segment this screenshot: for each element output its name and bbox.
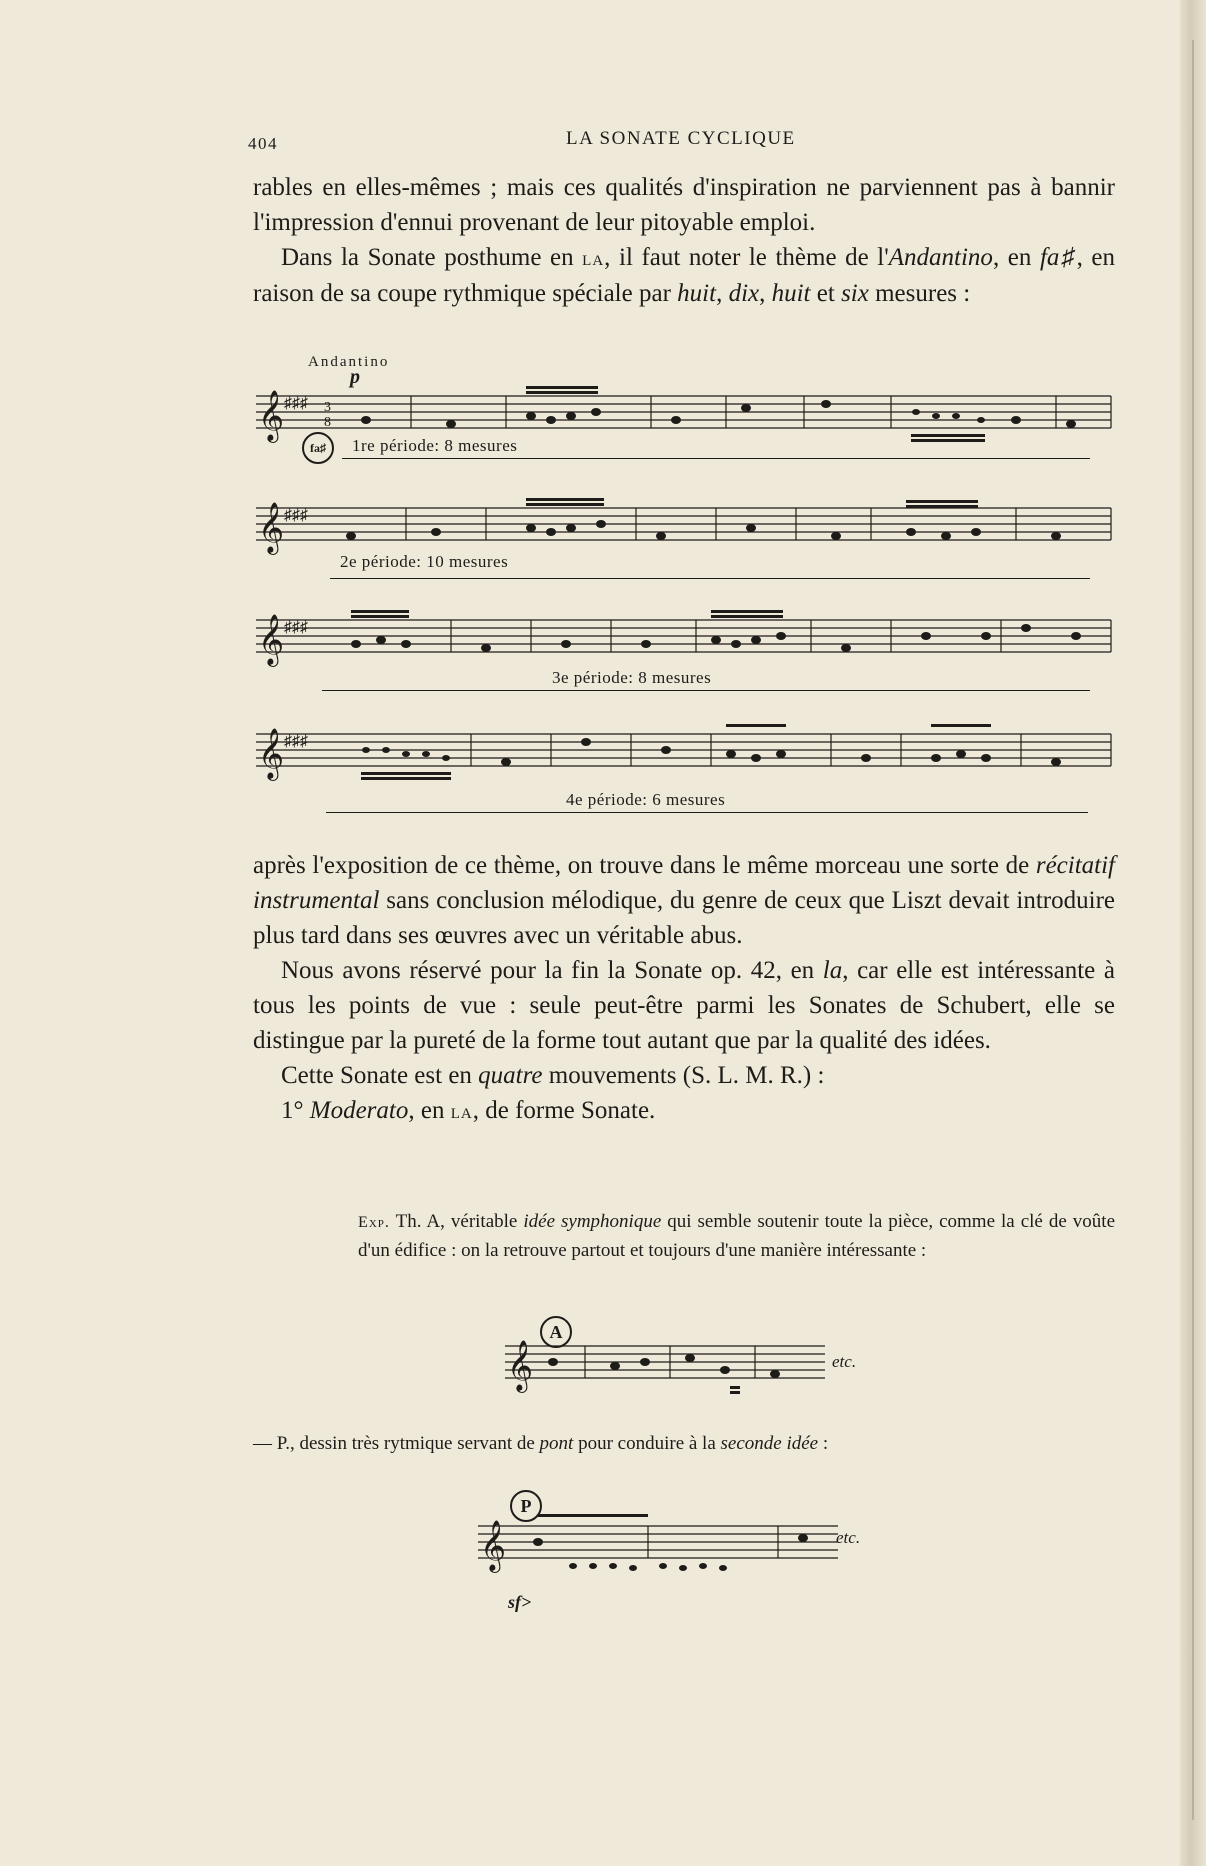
text-run: qui semble soutenir toute la pièce, comme la clé de voûte d'un édifice : on la retrouve partout et toujours d'une manière intéressante : (358, 1211, 1115, 1261)
exposition-label: Exp. (358, 1214, 390, 1231)
pont-circle: P (510, 1490, 542, 1522)
key-name: fa♯ (1039, 244, 1077, 271)
period-bracket-2 (330, 578, 1090, 579)
op42-paragraph (253, 953, 1115, 1058)
text-run: sans conclusion mélodique, du genre de ceux que Liszt devait introduire plus tard dans ses œuvres avec un véritable abus. (253, 887, 1115, 949)
tempo-marking: Andantino (308, 354, 390, 370)
svg-text:𝄞: 𝄞 (507, 1341, 534, 1390)
page-number: 404 (248, 134, 278, 153)
emphasis: huit (677, 280, 717, 307)
staff-graphic (505, 1334, 845, 1398)
svg-text:𝄞: 𝄞 (258, 729, 285, 778)
pont-paragraph (253, 1430, 1115, 1458)
svg-text:♯♯♯: ♯♯♯ (284, 619, 308, 636)
text-run: , en raison de sa coupe rythmique spéciale par (253, 244, 1115, 307)
theme-a-circle: A (540, 1316, 572, 1348)
tempo-name: Andantino (888, 244, 993, 271)
staff-graphic (256, 724, 1116, 784)
svg-text:3: 3 (324, 400, 331, 415)
dynamic-marking: sf> (508, 1592, 532, 1612)
period-label-1: 1re période: 8 mesures (352, 436, 518, 455)
svg-text:𝄞: 𝄞 (480, 1521, 507, 1570)
period-label-2: 2e période: 10 mesures (340, 552, 509, 571)
recitatif-paragraph (253, 848, 1115, 953)
moderato-paragraph (253, 1093, 1115, 1129)
key-circle: fa♯ (302, 432, 334, 464)
key-name: la (450, 1099, 473, 1123)
intro-paragraph (253, 170, 1115, 311)
text-run: , (759, 280, 772, 307)
staff-graphic (256, 610, 1116, 670)
key-name: la (582, 246, 605, 270)
text-run: , en (408, 1097, 451, 1124)
text-run: : (818, 1433, 829, 1454)
svg-text:♯♯♯: ♯♯♯ (284, 507, 308, 524)
svg-text:♯♯♯: ♯♯♯ (284, 395, 308, 412)
emphasis: pont (539, 1433, 574, 1454)
emphasis: huit (771, 280, 811, 307)
period-label-3: 3e période: 8 mesures (552, 668, 712, 687)
music-staff-4 (256, 724, 1116, 784)
dynamic-marking: p (350, 366, 360, 388)
text-run: mesures : (868, 280, 971, 307)
text-run: après l'exposition de ce thème, on trouve dans le même morceau une sorte de (253, 852, 1036, 879)
intro-text: rables en elles-mêmes ; mais ces qualités d'inspiration ne parviennent pas à bannir l'impression d'ennui provenant de leur pitoyable emploi. (253, 174, 1115, 236)
key-name: la (822, 957, 843, 984)
text-run: 1° (281, 1097, 310, 1124)
music-staff-p (478, 1510, 861, 1590)
movements-paragraph (253, 1058, 1115, 1093)
emphasis: quatre (478, 1062, 543, 1089)
page-edge-line (1192, 40, 1194, 1820)
text-run: Dans la Sonate posthume en (281, 244, 583, 271)
tempo-name: Moderato (309, 1097, 409, 1124)
music-staff-2 (256, 498, 1116, 558)
period-bracket-1 (342, 458, 1090, 459)
text-run: — P., dessin très rytmique servant de (253, 1433, 540, 1454)
music-staff-a (505, 1334, 845, 1398)
svg-text:𝄞: 𝄞 (258, 391, 285, 440)
text-run: , (716, 280, 729, 307)
period-label-4: 4e période: 6 mesures (566, 790, 726, 809)
text-run: , il faut noter le thème de l' (604, 244, 889, 271)
emphasis: dix (728, 280, 760, 307)
period-bracket-4 (326, 812, 1088, 813)
svg-text:𝄞: 𝄞 (258, 615, 285, 664)
text-run: Nous avons réservé pour la fin la Sonate op. 42, en (281, 957, 823, 984)
svg-text:8: 8 (324, 415, 331, 430)
text-run: , de forme Sonate. (472, 1097, 656, 1124)
text-run: Cette Sonate est en (281, 1062, 479, 1089)
emphasis: six (841, 280, 869, 307)
running-head (248, 128, 1118, 158)
text-run: mouvements (S. L. M. R.) : (542, 1062, 825, 1089)
text-run: et (810, 280, 842, 307)
etc-marking: etc. (836, 1528, 861, 1547)
text-run: pour conduire à la (573, 1433, 721, 1454)
exposition-note (358, 1208, 1115, 1265)
svg-text:𝄞: 𝄞 (258, 503, 285, 552)
text-run: , en (992, 244, 1040, 271)
etc-marking: etc. (832, 1352, 857, 1371)
svg-text:♯♯♯: ♯♯♯ (284, 733, 308, 750)
emphasis: seconde idée (720, 1433, 819, 1454)
emphasis: idée symphonique (523, 1211, 662, 1232)
emphasis: récitatif instrumental (253, 852, 1115, 914)
period-bracket-3 (322, 690, 1090, 691)
andantino-paragraph (253, 240, 1115, 311)
text-run: Th. A, véritable (389, 1211, 524, 1232)
staff-graphic (256, 498, 1116, 558)
text-run: , car elle est intéressante à tous les points de vue : seule peut-être parmi les Sonates de Schubert, elle se distingue par la pureté de la forme tout autant que par la qualité des idées. (253, 957, 1115, 1054)
exposition-text (358, 1208, 1115, 1265)
running-title: LA SONATE CYCLIQUE (566, 128, 796, 149)
text-block-2 (253, 848, 1115, 1129)
music-staff-3 (256, 610, 1116, 670)
staff-graphic (478, 1510, 861, 1590)
